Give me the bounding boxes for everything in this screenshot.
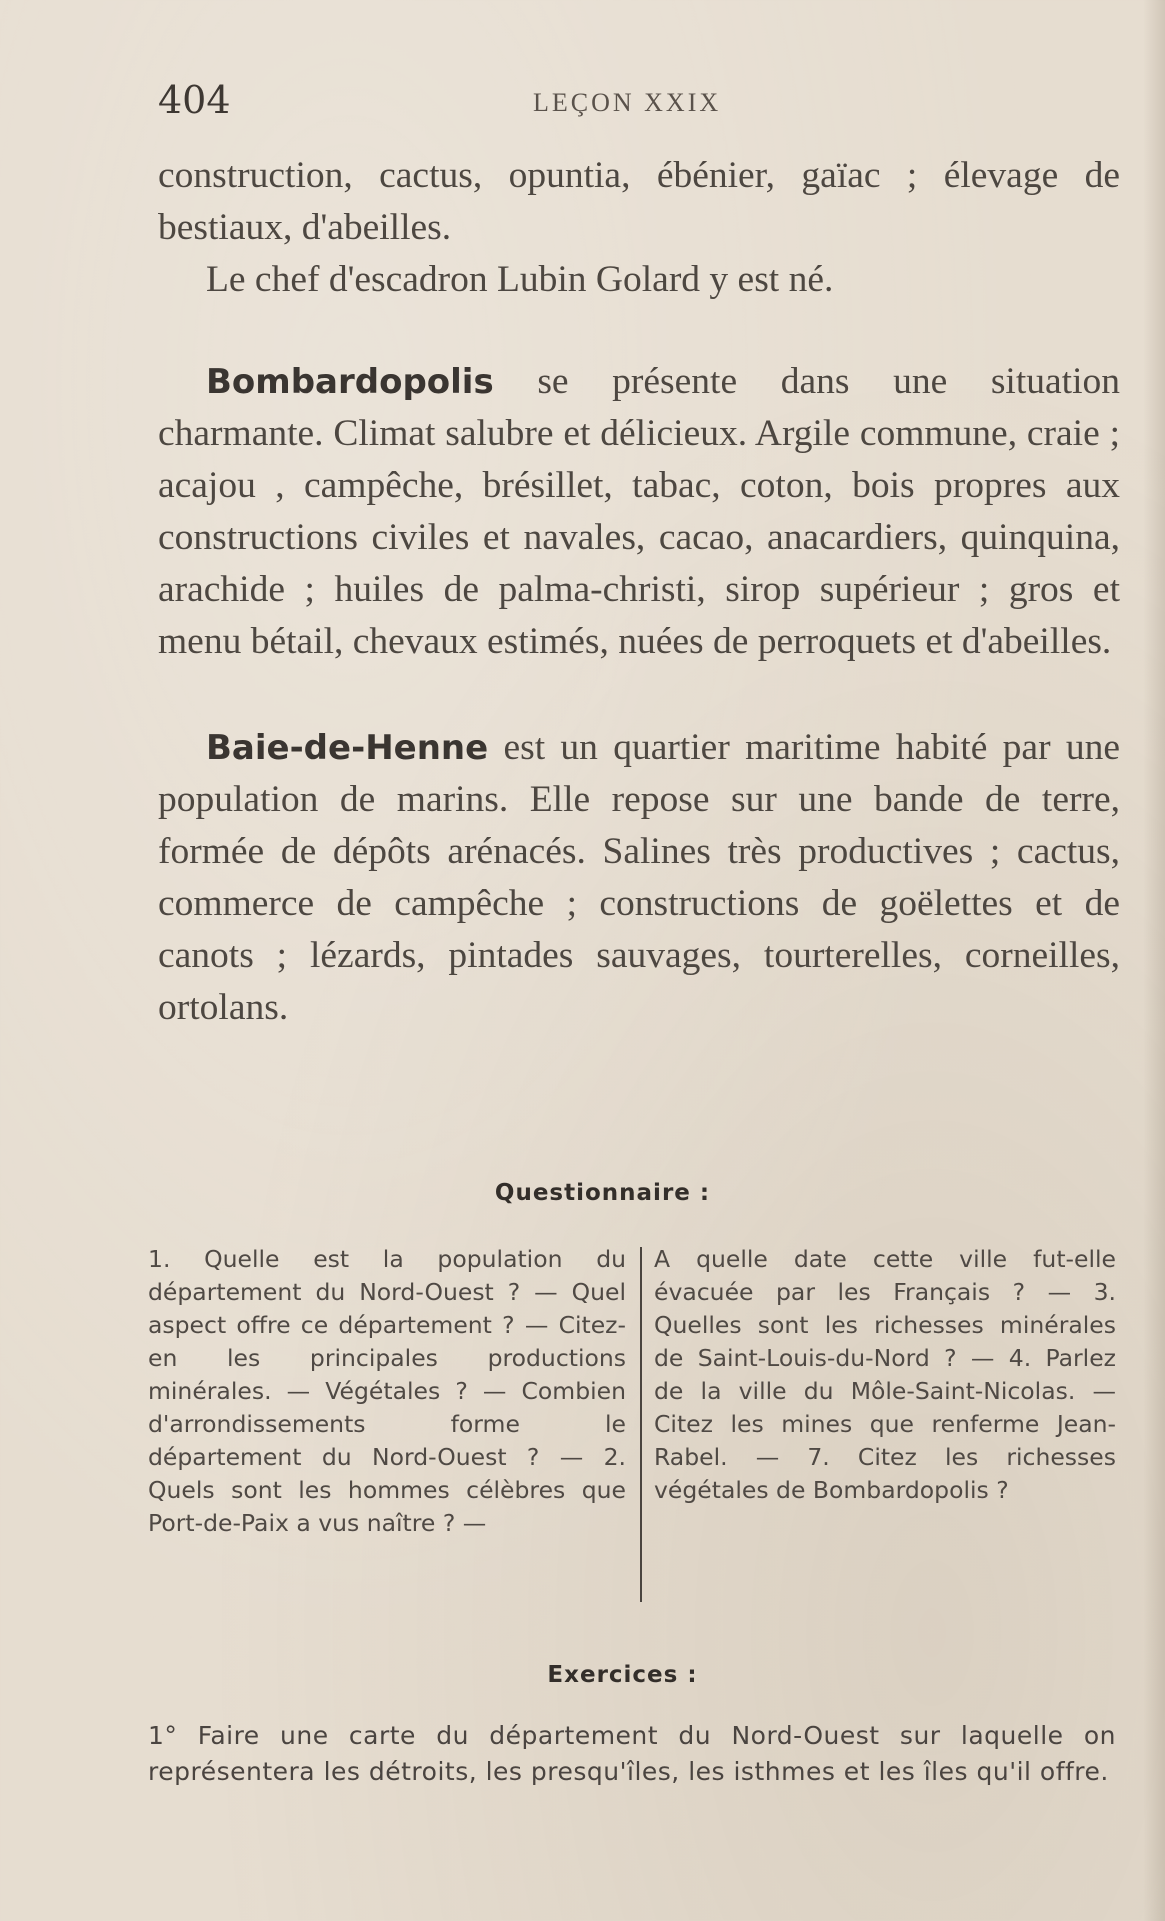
running-head: [158, 78, 1118, 128]
paragraph-bombardopolis-text: se présente dans une situation charmante. Climat salubre et délicieux. Argile commune, craie ; acajou , campêche, brésillet, tabac, coton, bois propres aux constructions civiles et navales, cacao, anacardiers, quinquina, arachide ; huiles de palma-christi, sirop supérieur ; gros et menu bétail, chevaux estimés, nuées de perroquets et d'abeilles.: [158, 361, 1120, 662]
paragraph-gap: [158, 306, 1120, 356]
page-edge-shadow: [1143, 0, 1165, 1921]
body-text: [158, 150, 1120, 1034]
questionnaire-heading: Questionnaire :: [494, 1180, 711, 1206]
paragraph-bombardopolis: [158, 356, 1120, 668]
questionnaire-right-column: A quelle date cette ville fut-elle évacuée par les Français ? — 3. Quelles sont les richesses minérales de Saint-Louis-du-Nord ? — 4. Parlez de la ville du Môle-Saint-Nicolas. — Citez les mines que renferme Jean-Rabel. — 7. Citez les richesses végétales de Bombardopolis ?: [654, 1245, 1116, 1504]
chapter-title: LEÇON XXIX: [533, 88, 722, 117]
paragraph-gap: [158, 668, 1120, 722]
questionnaire: [148, 1243, 1116, 1603]
exercise-text: 1° Faire une carte du département du Nord-Ouest sur laquelle on représentera les détroits, les presqu'îles, les isthmes et les îles qu'il offre.: [148, 1721, 1116, 1786]
column-divider: [640, 1247, 642, 1602]
paragraph-baie-de-henne: [158, 722, 1120, 1034]
place-name-bombardopolis: Bombardopolis: [206, 362, 494, 402]
paragraph-lubin-golard: Le chef d'escadron Lubin Golard y est né.: [206, 259, 834, 300]
questionnaire-left-column: 1. Quelle est la population du département du Nord-Ouest ? — Quel aspect offre ce département ? — Citez-en les principales productions minérales. — Végétales ? — Combien d'arrondissements forme le département du Nord-Ouest ? — 2. Quels sont les hommes célèbres que Port-de-Paix a vus naître ? —: [148, 1245, 626, 1537]
paragraph-continuation: construction, cactus, opuntia, ébénier, gaïac ; élevage de bestiaux, d'abeilles.: [158, 155, 1120, 248]
paragraph-baie-de-henne-text: est un quartier maritime habité par une population de marins. Elle repose sur une bande de terre, formée de dépôts arénacés. Salines très productives ; cactus, commerce de campêche ; constructions de goëlettes et de canots ; lézards, pintades sauvages, tourterelles, corneilles, ortolans.: [158, 727, 1120, 1028]
page-number: 404: [158, 78, 231, 122]
exercices-heading: Exercices :: [547, 1662, 698, 1688]
place-name-baie-de-henne: Baie-de-Henne: [206, 728, 489, 768]
